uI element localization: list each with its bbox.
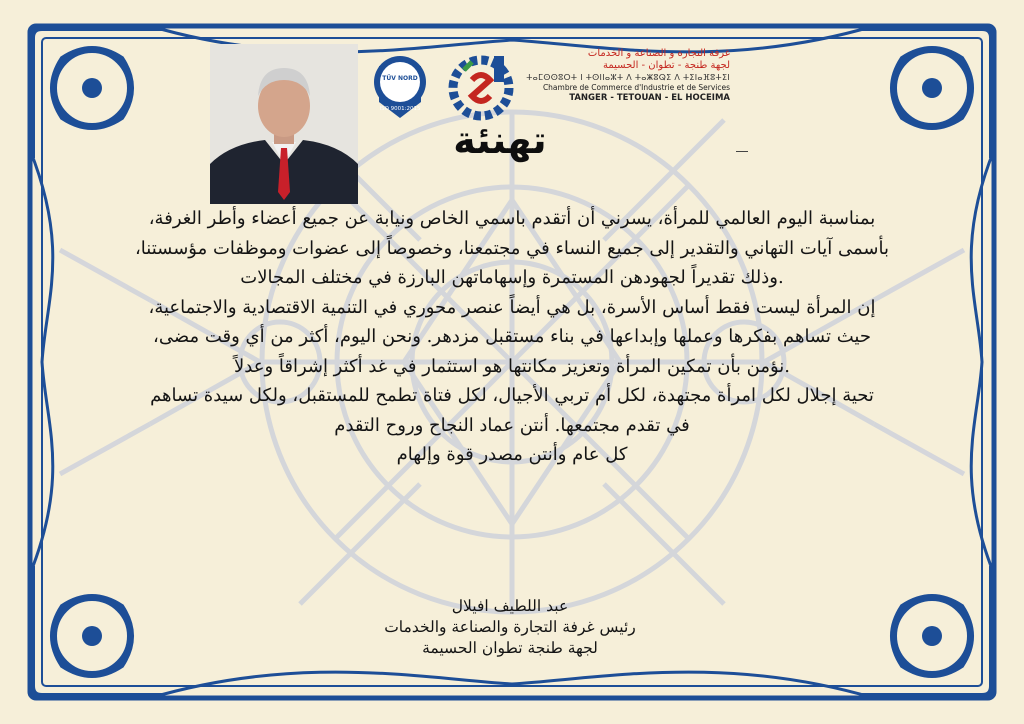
corner-ornament-top-left (22, 18, 172, 168)
tuv-iso-badge-icon (371, 52, 429, 122)
org-name-arabic: غرفة التجارة و الصناعة و الخدمات (587, 48, 730, 59)
org-name-tifinagh: ⵜⴰⵎⵙⵙⵓⵔⵜ ⵏ ⵜⵙⵏⵏⴰⵣⵜ ⴷ ⵜⴰⵥⵓⵕⵉ ⴷ ⵜⵉⵏⴰⴼⵓⵜⵉⵏ (526, 73, 730, 82)
decorative-dash (736, 151, 748, 152)
tuv-label: TÜV NORD (382, 75, 418, 82)
corner-ornament-bottom-left (22, 556, 172, 706)
message-line: كل عام وأنتن مصدر قوة وإلهام (396, 444, 628, 465)
cci-logo-icon (446, 50, 516, 122)
message-line: بأسمى آيات التهاني والتقدير إلى جميع النساء في مجتمعنا، وخصوصاً إلى عضوات وموظفات مؤسستنا، (134, 237, 889, 259)
message-line: تحية إجلال لكل امرأة مجتهدة، لكل أم تربي الأجيال، لكل فتاة تطمح للمستقبل، ولكل سيدة تساهم (150, 385, 874, 406)
signatory-name: عبد اللطيف افيلال (451, 597, 569, 615)
org-name-french: Chambre de Commerce d'Industrie et de Services (542, 83, 730, 92)
message-line: إن المرأة ليست فقط أساس الأسرة، بل هي أيضاً عنصر محوري في التنمية الاقتصادية والاجتماعية، (148, 296, 876, 318)
organization-header (515, 48, 730, 104)
org-region-french: TANGER - TETOUAN - EL HOCEIMA (569, 93, 730, 103)
page-title: تهنئة (453, 118, 547, 162)
message-line: حيث تساهم بفكرها وعملها وإبداعها في بناء مستقبل مزدهر. ونحن اليوم، أكثر من أي وقت مضى، (153, 326, 871, 347)
message-line: .وذلك تقديراً لجهودهن المستمرة وإسهاماتهن البارزة في مختلف المجالات (240, 267, 784, 288)
corner-ornament-top-right (852, 18, 1002, 168)
signature-block (340, 596, 680, 659)
iso-label: ISO 9001:2015 (379, 106, 421, 112)
corner-ornament-bottom-right (852, 556, 1002, 706)
org-region-arabic: لجهة طنجة - تطوان - الحسيمة (602, 60, 730, 71)
signatory-region: لجهة طنجة تطوان الحسيمة (422, 639, 598, 657)
message-line: .نؤمن بأن تمكين المرأة وتعزيز مكانتها هو استثمار في غد أكثر إشراقاً وعدلاً (233, 355, 790, 377)
message-line: بمناسبة اليوم العالمي للمرأة، يسرني أن أتقدم باسمي الخاص ونيابة عن جميع أعضاء وأطر الغرفة، (148, 208, 876, 229)
message-body (52, 204, 972, 470)
portrait-photo (210, 44, 358, 204)
message-line: في تقدم مجتمعها. أنتن عماد النجاح وروح التقدم (334, 414, 690, 436)
signatory-position: رئيس غرفة التجارة والصناعة والخدمات (384, 618, 636, 636)
